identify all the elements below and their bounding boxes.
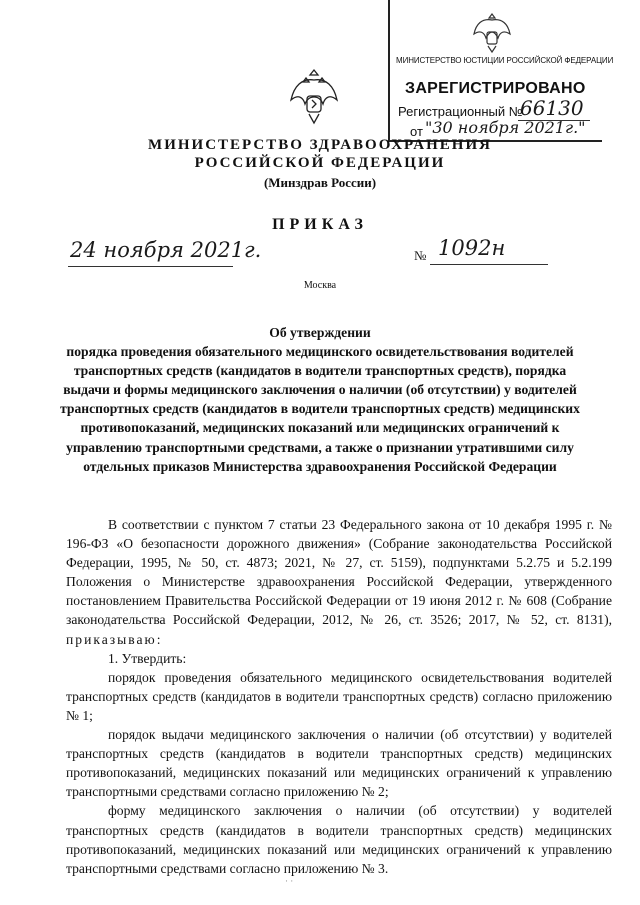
stamp-reg-date: "30 ноября 2021г."	[425, 118, 586, 137]
stamp-reg-label: Регистрационный №	[398, 104, 523, 119]
order-date-line	[68, 266, 233, 267]
ministry-name-line1: МИНИСТЕРСТВО ЗДРАВООХРАНЕНИЯ	[148, 137, 492, 153]
order-date: 24 ноября 2021г.	[70, 238, 262, 262]
stamp-registered: ЗАРЕГИСТРИРОВАНО	[405, 80, 586, 97]
preamble-paragraph	[66, 515, 612, 649]
order-number: 1092н	[438, 236, 506, 260]
paragraph-form: форму медицинского заключения о наличии (об отсутствии) у водителей транспортных средств (кандидатов в водители транспортных средств) медицинских противопоказаний, медицинских показаний или медицинских ограничений к управлению транспортными средствами согласно приложению № 3.	[66, 803, 612, 876]
orders-word: приказываю:	[66, 631, 163, 647]
city: Москва	[303, 280, 337, 291]
stamp-reg-number: 66130	[520, 96, 584, 120]
stamp-from-label: от	[410, 124, 423, 139]
stamp-ministry: МИНИСТЕРСТВО ЮСТИЦИИ РОССИЙСКОЙ ФЕДЕРАЦИИ	[396, 56, 614, 65]
item-1: 1. Утвердить:	[108, 650, 187, 666]
order-title	[60, 323, 580, 476]
paragraph-procedure: порядок проведения обязательного медицинского освидетельствования водителей транспортных средств (кандидатов в водители транспортных средств) согласно приложению № 1;	[66, 669, 612, 723]
stamp-emblem-icon	[470, 8, 514, 54]
order-title-text: порядка проведения обязательного медицинского освидетельствования водителей транспортных средств (кандидатов в водители транспортных средств), порядка выдачи и формы медицинского заключения о наличии (об отсутствии) у водителей транспортных средств (кандидатов в водители транспортных средств) медицинских противопоказаний, медицинских показаний или медицинских ограничений к управлению транспортными средствами, а также о признании утратившими силу отдельных приказов Министерства здравоохранения Российской Федерации	[60, 344, 580, 474]
ministry-short-name: (Минздрав России)	[263, 175, 377, 190]
ministry-name-line2: РОССИЙСКОЙ ФЕДЕРАЦИИ	[194, 155, 446, 171]
order-body	[66, 515, 612, 878]
page-mark: · ·	[285, 876, 294, 886]
coat-of-arms-icon	[286, 66, 342, 128]
paragraph-issuance: порядок выдачи медицинского заключения о наличии (об отсутствии) у водителей транспортных средств (кандидатов в водители транспортных средств) медицинских противопоказаний, медицинских показаний или медицинских ограничений к управлению транспортными средствами согласно приложению № 2;	[66, 727, 612, 800]
order-number-label: №	[414, 248, 427, 263]
order-title-heading: Об утверждении	[269, 325, 371, 340]
order-number-line	[430, 264, 548, 265]
preamble-text: В соответствии с пунктом 7 статьи 23 Федерального закона от 10 декабря 1995 г. № 196-ФЗ «О безопасности дорожного движения» (Собрание законодательства Российской Федерации, 1995, № 50, ст. 4873; 2021, № 27, ст. 5159), подпунктами 5.2.75 и 5.2.199 Положения о Министерстве здравоохранения Российской Федерации, утвержденного постановлением Правительства Российской Федерации от 19 июня 2012 г. № 608 (Собрание законодательства Российской Федерации, 2012, № 26, ст. 3526; 2017, № 52, ст. 8131),	[66, 517, 612, 628]
document-type: ПРИКАЗ	[272, 216, 368, 233]
